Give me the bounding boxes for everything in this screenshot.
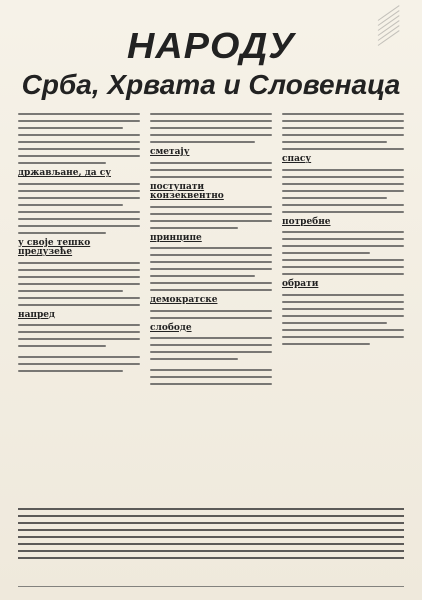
emphasis-center-1: сметају	[150, 147, 190, 158]
emphasis-left-3: напред	[18, 309, 56, 320]
emphasis-center-2: поступати конзеквентно	[150, 181, 224, 202]
column-left	[18, 113, 140, 453]
column-center	[150, 113, 272, 453]
emphasis-left-1: држављане, да су	[18, 168, 111, 179]
emphasis-right-1: спасу	[282, 154, 312, 165]
emphasis-center-4: демократске	[150, 295, 218, 306]
signatures-list	[18, 508, 404, 570]
document-subtitle: Срба, Хрвата и Словенаца	[21, 69, 401, 100]
column-right	[282, 113, 404, 453]
emphasis-center-5: слободе	[150, 322, 192, 333]
bottom-rule	[18, 586, 404, 587]
emphasis-left-2: у своје тешко предузеће	[18, 237, 91, 258]
emphasis-right-3: обрати	[282, 279, 319, 290]
document-title: НАРОДУ	[127, 25, 295, 66]
emphasis-right-2: потребне	[282, 216, 331, 227]
emphasis-center-3: принципе	[150, 232, 202, 243]
proclamation-columns	[18, 113, 404, 453]
